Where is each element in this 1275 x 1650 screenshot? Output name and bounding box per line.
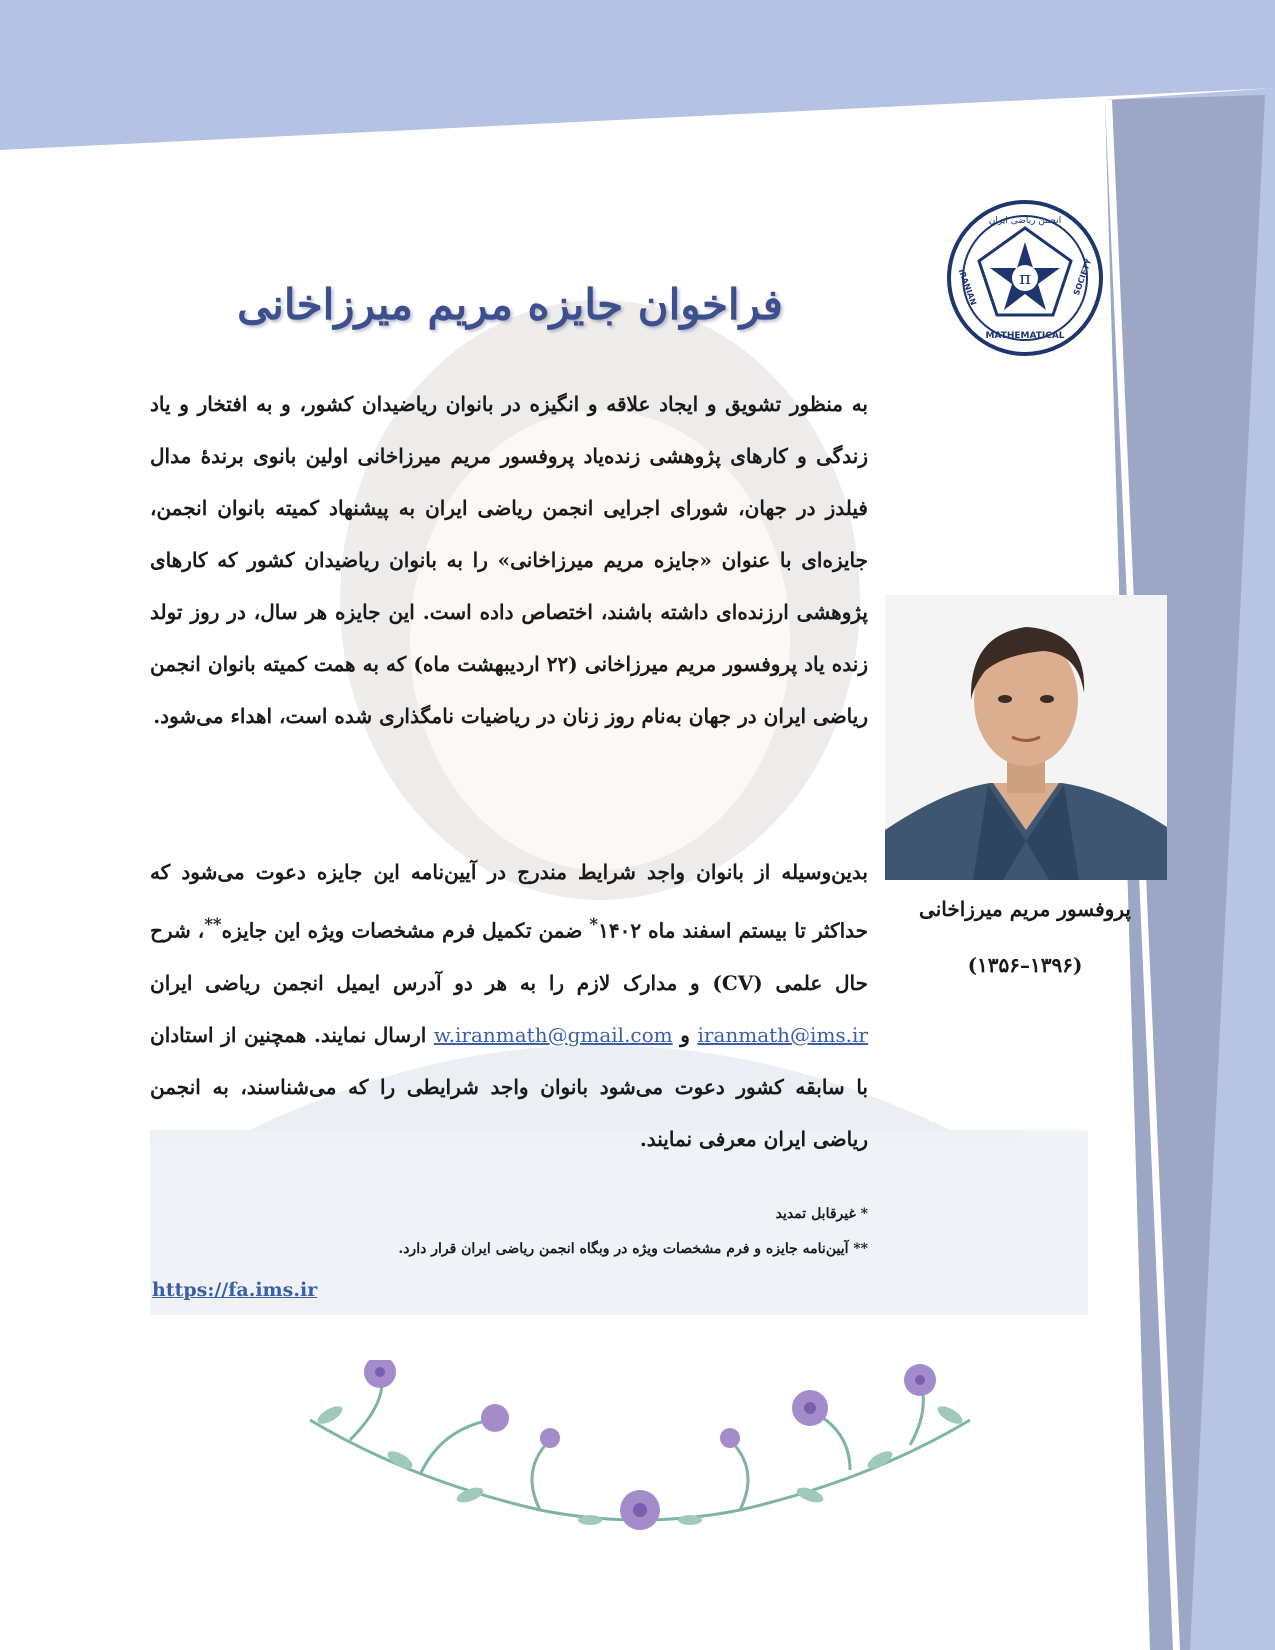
website-link[interactable]: https://fa.ims.ir: [152, 1279, 318, 1301]
svg-text:IRANIAN: IRANIAN: [956, 267, 979, 307]
footnote-mark-1: *: [589, 914, 599, 934]
society-logo: [945, 198, 1105, 358]
award-name: جایزه مریم میرزاخانی: [510, 548, 700, 572]
conjunction-and: و: [672, 1022, 698, 1047]
email-link-gmail[interactable]: w.iranmath@gmail.com: [433, 1022, 673, 1047]
email-link-ims[interactable]: iranmath@ims.ir: [697, 1022, 868, 1047]
invitation-text-4: ارسال نمایند. همچنین از استادان با سابقه کشور دعوت می‌شود بانوان واجد شرایطی را که می‌شناسند، به انجمن ریاضی ایران معرفی نمایند.: [150, 1022, 868, 1151]
footnote-regulations: ** آیین‌نامه جایزه و فرم مشخصات ویژه در وبگاه انجمن ریاضی ایران قرار دارد.: [398, 1241, 868, 1257]
page-title: فراخوان جایزه مریم میرزاخانی: [237, 280, 783, 329]
invitation-text-3: ، شرح حال علمی (CV) و مدارک لازم را به هر دو آدرس ایمیل انجمن ریاضی ایران: [150, 918, 868, 995]
intro-paragraph: [150, 378, 868, 742]
svg-text:SOCIETY: SOCIETY: [1071, 257, 1094, 297]
invitation-paragraph: [150, 846, 868, 1165]
floral-ornament: [290, 1360, 990, 1560]
svg-text:MATHEMATICAL: MATHEMATICAL: [985, 331, 1065, 341]
invitation-text-1: بدین‌وسیله از بانوان واجد شرایط مندرج در آیین‌نامه این جایزه دعوت می‌شود که حداکثر تا بیستم اسفند ماه ۱۴۰۲: [150, 860, 868, 943]
footnote-not-extendable: * غیرقابل تمدید: [775, 1206, 868, 1222]
photo-caption-years: (۱۳۹۶–۱۳۵۶): [967, 953, 1083, 977]
intro-text-before: به منظور تشویق و ایجاد علاقه و انگیزه در بانوان ریاضیدان کشور، و به افتخار و یاد زندگی و کارهای پژوهشی زنده‌یاد پروفسور مریم میرزاخانی اولین بانوی برندۀ مدال فیلدز در جهان، شورای اجرایی انجمن ریاضی ایران به پیشنهاد کمیته بانوان انجمن، جایزه‌ای با عنوان «: [150, 392, 869, 572]
photo-caption-name: پروفسور مریم میرزاخانی: [919, 897, 1131, 921]
footnote-mark-2: **: [204, 914, 222, 934]
intro-text-after: » را به بانوان ریاضیدان کشور که کارهای پژوهشی ارزنده‌ای داشته باشند، اختصاص داده است. این جایزه هر سال، در روز تولد زنده یاد پروفسور مریم میرزاخانی (۲۲ اردیبهشت ماه) که به همت کمیته بانوان انجمن ریاضی ایران در جهان به‌نام روز زنان در ریاضیات نامگذاری شده است، اهداء می‌شود.: [150, 548, 869, 728]
invitation-text-2: ضمن تکمیل فرم مشخصات ویژه این جایزه: [221, 918, 590, 943]
portrait-photo: [885, 595, 1167, 880]
svg-text:π: π: [1019, 268, 1031, 289]
svg-text:انجمن ریاضی ایران: انجمن ریاضی ایران: [988, 216, 1062, 226]
